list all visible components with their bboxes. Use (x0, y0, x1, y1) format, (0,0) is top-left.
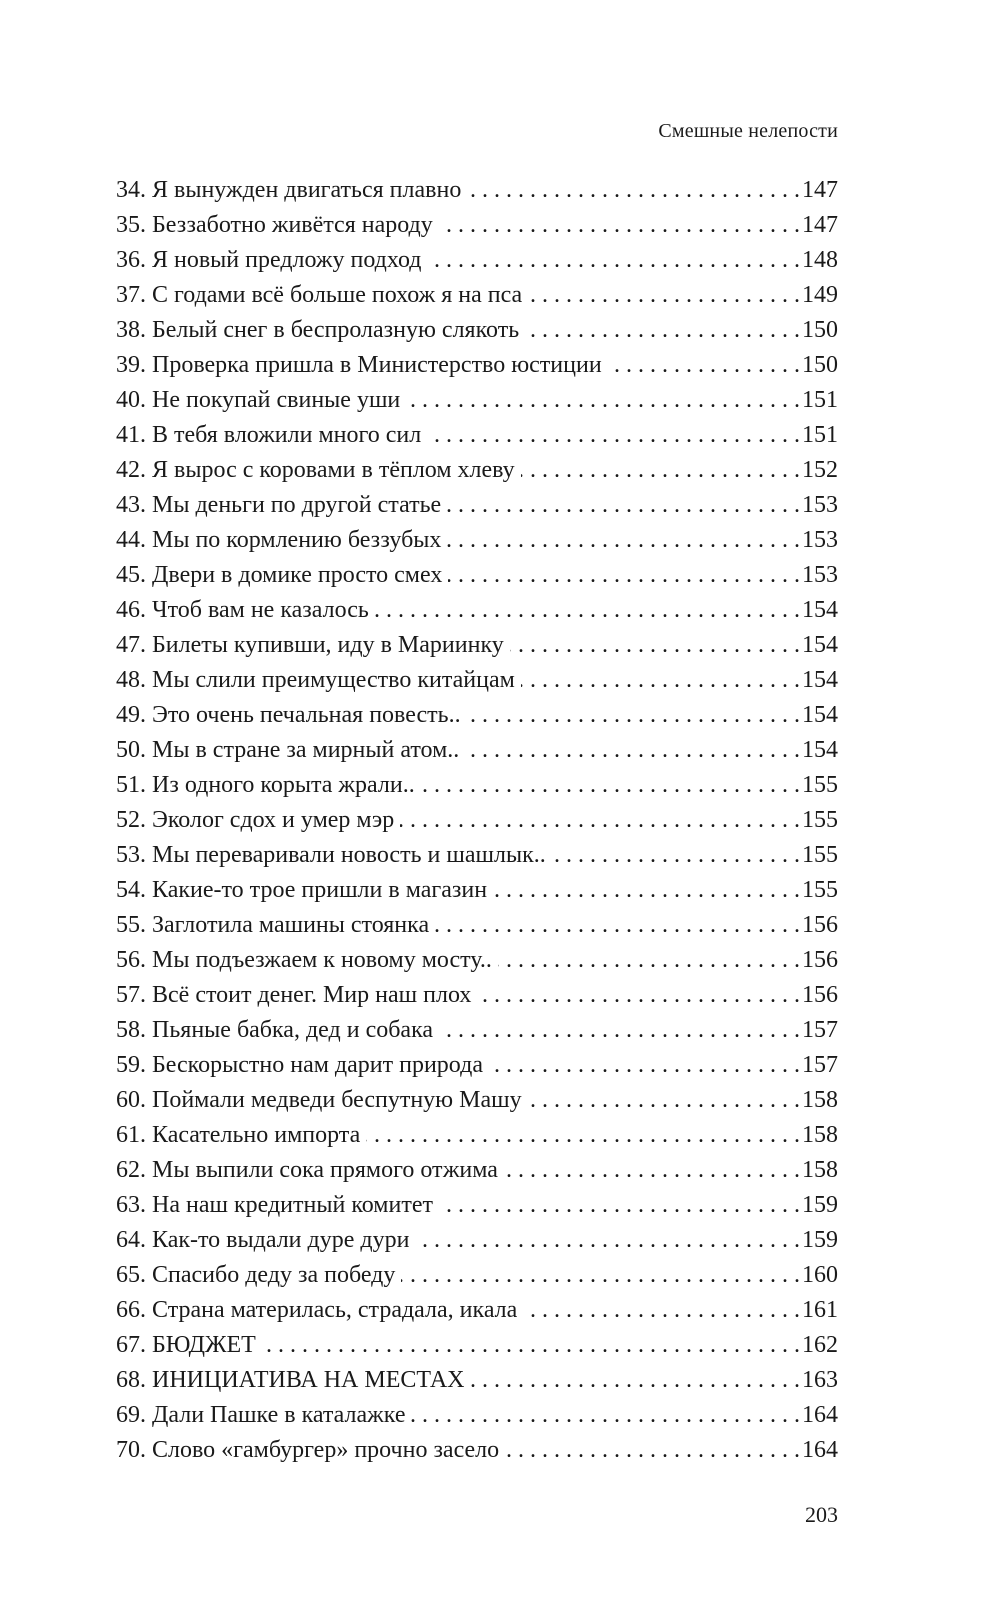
toc-entry-title (116, 1258, 401, 1293)
toc-entry-number: 42. (116, 457, 146, 483)
toc-entry (116, 593, 838, 628)
toc-entry-title (116, 1433, 505, 1468)
toc-entry-text: Мы слили преимущество китайцам (152, 667, 515, 693)
toc-entry-number: 65. (116, 1262, 146, 1288)
dot-leader (415, 1223, 800, 1258)
dot-leader (510, 628, 800, 663)
toc-entry-number: 49. (116, 702, 146, 728)
toc-entry-title (116, 628, 510, 663)
dot-leader (467, 173, 800, 208)
toc-entry-title (116, 558, 448, 593)
toc-entry (116, 978, 838, 1013)
toc-entry-title (116, 1188, 439, 1223)
toc-entry-title (116, 908, 435, 943)
toc-entry-page: 160 (802, 1262, 838, 1288)
dot-leader (400, 803, 800, 838)
dot-leader (447, 523, 800, 558)
toc-entry-page: 151 (802, 387, 838, 413)
toc-entry (116, 1398, 838, 1433)
toc-entry-number: 41. (116, 422, 146, 448)
toc-entry-text: Заглотила машины стоянка (152, 912, 430, 938)
toc-entry-page: 158 (802, 1087, 838, 1113)
toc-entry (116, 908, 838, 943)
toc-entry-number: 57. (116, 982, 146, 1008)
toc-entry-text: Это очень печальная повесть.. (152, 702, 461, 728)
toc-entry-number: 35. (116, 212, 146, 238)
toc-entry (116, 628, 838, 663)
dot-leader (435, 908, 800, 943)
toc-entry-text: Спасибо деду за победу (152, 1262, 396, 1288)
toc-entry-number: 62. (116, 1157, 146, 1183)
dot-leader (504, 1153, 800, 1188)
dot-leader (521, 453, 800, 488)
toc-entry (116, 558, 838, 593)
toc-entry-number: 67. (116, 1332, 146, 1358)
toc-entry (116, 243, 838, 278)
toc-entry (116, 768, 838, 803)
dot-leader (447, 488, 800, 523)
toc-entry-number: 70. (116, 1437, 146, 1463)
toc-entry-page: 154 (802, 597, 838, 623)
toc-entry-page: 163 (802, 1367, 838, 1393)
toc-entry-page: 154 (802, 737, 838, 763)
toc-entry-page: 159 (802, 1227, 838, 1253)
toc-entry-title (116, 768, 421, 803)
toc-entry-title (116, 978, 477, 1013)
toc-entry-page: 156 (802, 947, 838, 973)
toc-entry-title (116, 383, 406, 418)
dot-leader (528, 1083, 800, 1118)
toc-entry-text: БЮДЖЕТ (152, 1332, 256, 1358)
dot-leader (498, 943, 800, 978)
toc-entry-text: Проверка пришла в Министерство юстиции (152, 352, 602, 378)
toc-entry (116, 278, 838, 313)
toc-entry-title (116, 313, 525, 348)
toc-entry-text: Не покупай свиные уши (152, 387, 401, 413)
toc-entry-title (116, 838, 552, 873)
toc-entry-title (116, 523, 447, 558)
toc-entry-text: Чтоб вам не казалось (152, 597, 369, 623)
toc-entry-text: Мы по кормлению беззубых (152, 527, 442, 553)
toc-entry-page: 155 (802, 807, 838, 833)
toc-entry-title (116, 488, 447, 523)
toc-entry-number: 69. (116, 1402, 146, 1428)
toc-entry-number: 50. (116, 737, 146, 763)
toc-entry (116, 208, 838, 243)
toc-entry-text: Поймали медведи беспутную Машу (152, 1087, 522, 1113)
toc-entry-title (116, 1293, 523, 1328)
toc-entry (116, 1013, 838, 1048)
toc-entry-text: Мы деньги по другой статье (152, 492, 442, 518)
toc-entry-number: 45. (116, 562, 146, 588)
toc-entry-text: Бескорыстно нам дарит природа (152, 1052, 483, 1078)
toc-entry (116, 418, 838, 453)
toc-entry-title (116, 663, 521, 698)
toc-entry-title (116, 173, 467, 208)
toc-entry-text: Мы выпили сока прямого отжима (152, 1157, 498, 1183)
toc-entry-title (116, 733, 465, 768)
toc-entry-text: В тебя вложили много сил (152, 422, 422, 448)
toc-entry (116, 1083, 838, 1118)
toc-entry (116, 313, 838, 348)
toc-entry-number: 40. (116, 387, 146, 413)
toc-entry-page: 157 (802, 1017, 838, 1043)
table-of-contents (116, 173, 838, 1468)
toc-entry-title (116, 943, 498, 978)
dot-leader (439, 1013, 800, 1048)
toc-entry (116, 1188, 838, 1223)
toc-entry-number: 56. (116, 947, 146, 973)
toc-entry (116, 698, 838, 733)
toc-entry-number: 58. (116, 1017, 146, 1043)
toc-entry-text: Эколог сдох и умер мэр (152, 807, 395, 833)
dot-leader (439, 1188, 800, 1223)
toc-entry-page: 152 (802, 457, 838, 483)
toc-entry-number: 52. (116, 807, 146, 833)
toc-entry-title (116, 1363, 471, 1398)
toc-entry (116, 1363, 838, 1398)
toc-entry-number: 48. (116, 667, 146, 693)
toc-entry (116, 1293, 838, 1328)
toc-entry-page: 147 (802, 212, 838, 238)
toc-entry-title (116, 1328, 262, 1363)
toc-entry (116, 1433, 838, 1468)
dot-leader (401, 1258, 800, 1293)
toc-entry-number: 63. (116, 1192, 146, 1218)
dot-leader (552, 838, 800, 873)
toc-entry-number: 37. (116, 282, 146, 308)
dot-leader (465, 733, 800, 768)
dot-leader (262, 1328, 800, 1363)
toc-entry (116, 943, 838, 978)
toc-entry-title (116, 278, 528, 313)
toc-entry-text: Всё стоит денег. Мир наш плох (152, 982, 472, 1008)
page-number: 203 (805, 1502, 838, 1527)
toc-entry-number: 60. (116, 1087, 146, 1113)
toc-entry-text: Белый снег в беспролазную слякоть (152, 317, 520, 343)
dot-leader (489, 1048, 800, 1083)
toc-entry-number: 44. (116, 527, 146, 553)
toc-entry-number: 59. (116, 1052, 146, 1078)
toc-entry-title (116, 593, 375, 628)
toc-entry-text: Мы переваривали новость и шашлык.. (152, 842, 546, 868)
dot-leader (471, 1363, 800, 1398)
toc-entry (116, 488, 838, 523)
toc-entry-title (116, 1048, 489, 1083)
toc-entry (116, 1118, 838, 1153)
toc-entry-number: 36. (116, 247, 146, 273)
toc-entry (116, 873, 838, 908)
toc-entry-page: 154 (802, 667, 838, 693)
toc-entry-page: 148 (802, 247, 838, 273)
dot-leader (411, 1398, 800, 1433)
toc-entry (116, 523, 838, 558)
dot-leader (467, 698, 800, 733)
toc-entry-number: 66. (116, 1297, 146, 1323)
dot-leader (523, 1293, 800, 1328)
toc-entry-text: Дали Пашке в каталажке (152, 1402, 406, 1428)
toc-entry-number: 54. (116, 877, 146, 903)
toc-entry-text: С годами всё больше похож я на пса (152, 282, 523, 308)
toc-entry-text: Из одного корыта жрали.. (152, 772, 415, 798)
toc-entry-page: 155 (802, 877, 838, 903)
toc-entry-text: Слово «гамбургер» прочно засело (152, 1437, 500, 1463)
toc-entry-page: 156 (802, 982, 838, 1008)
toc-entry-page: 164 (802, 1402, 838, 1428)
toc-entry-page: 155 (802, 842, 838, 868)
toc-entry-text: Страна материлась, страдала, икала (152, 1297, 518, 1323)
toc-entry-number: 39. (116, 352, 146, 378)
toc-entry-title (116, 453, 521, 488)
toc-entry-page: 164 (802, 1437, 838, 1463)
toc-entry-text: Пьяные бабка, дед и собака (152, 1017, 434, 1043)
dot-leader (366, 1118, 800, 1153)
toc-entry-page: 154 (802, 702, 838, 728)
dot-leader (427, 418, 800, 453)
toc-entry-title (116, 418, 427, 453)
toc-entry-page: 149 (802, 282, 838, 308)
toc-entry-page: 153 (802, 562, 838, 588)
running-head-title: Смешные нелепости (658, 120, 838, 142)
toc-entry (116, 1153, 838, 1188)
toc-entry-page: 157 (802, 1052, 838, 1078)
toc-entry-text: Билеты купивши, иду в Мариинку (152, 632, 504, 658)
toc-entry-page: 150 (802, 317, 838, 343)
toc-entry-title (116, 873, 493, 908)
toc-entry-text: Я вынужден двигаться плавно (152, 177, 462, 203)
toc-entry (116, 803, 838, 838)
toc-entry (116, 453, 838, 488)
toc-entry-page: 155 (802, 772, 838, 798)
toc-entry-text: ИНИЦИАТИВА НА МЕСТАХ (152, 1367, 465, 1393)
toc-entry-number: 43. (116, 492, 146, 518)
toc-entry-number: 47. (116, 632, 146, 658)
dot-leader (528, 278, 800, 313)
toc-entry (116, 1258, 838, 1293)
toc-entry-title (116, 1118, 366, 1153)
toc-entry-title (116, 1223, 415, 1258)
toc-entry-title (116, 698, 467, 733)
toc-entry-page: 158 (802, 1157, 838, 1183)
toc-entry-number: 46. (116, 597, 146, 623)
dot-leader (375, 593, 800, 628)
dot-leader (505, 1433, 800, 1468)
dot-leader (608, 348, 800, 383)
toc-entry-number: 38. (116, 317, 146, 343)
toc-entry-title (116, 1013, 439, 1048)
toc-entry-text: Мы подъезжаем к новому мосту.. (152, 947, 492, 973)
dot-leader (521, 663, 800, 698)
toc-entry (116, 1048, 838, 1083)
toc-entry-title (116, 1083, 528, 1118)
toc-entry-title (116, 803, 400, 838)
toc-entry (116, 733, 838, 768)
toc-entry-number: 61. (116, 1122, 146, 1148)
toc-entry (116, 383, 838, 418)
toc-entry-page: 158 (802, 1122, 838, 1148)
toc-entry-text: Я новый предложу подход (152, 247, 422, 273)
dot-leader (448, 558, 800, 593)
toc-entry-page: 153 (802, 527, 838, 553)
toc-entry (116, 1223, 838, 1258)
toc-entry-number: 64. (116, 1227, 146, 1253)
toc-entry-page: 156 (802, 912, 838, 938)
toc-entry-text: На наш кредитный комитет (152, 1192, 433, 1218)
dot-leader (421, 768, 800, 803)
toc-entry-number: 34. (116, 177, 146, 203)
dot-leader (525, 313, 800, 348)
toc-entry-text: Касательно импорта (152, 1122, 361, 1148)
toc-entry-text: Двери в домике просто смех (152, 562, 443, 588)
toc-entry-title (116, 243, 427, 278)
toc-entry-page: 161 (802, 1297, 838, 1323)
toc-entry-text: Мы в стране за мирный атом.. (152, 737, 460, 763)
toc-entry-page: 151 (802, 422, 838, 448)
dot-leader (477, 978, 800, 1013)
toc-entry-page: 150 (802, 352, 838, 378)
toc-entry-page: 153 (802, 492, 838, 518)
toc-entry (116, 173, 838, 208)
toc-entry-page: 162 (802, 1332, 838, 1358)
toc-entry-number: 53. (116, 842, 146, 868)
toc-entry-number: 55. (116, 912, 146, 938)
dot-leader (439, 208, 800, 243)
dot-leader (427, 243, 800, 278)
toc-entry-text: Как-то выдали дуре дури (152, 1227, 410, 1253)
toc-entry-title (116, 208, 439, 243)
toc-entry-number: 51. (116, 772, 146, 798)
toc-entry (116, 663, 838, 698)
toc-entry-title (116, 1398, 411, 1433)
toc-entry-number: 68. (116, 1367, 146, 1393)
toc-entry-title (116, 348, 608, 383)
toc-entry-title (116, 1153, 504, 1188)
toc-entry-page: 147 (802, 177, 838, 203)
toc-entry (116, 348, 838, 383)
toc-entry (116, 838, 838, 873)
toc-entry-page: 154 (802, 632, 838, 658)
toc-entry-page: 159 (802, 1192, 838, 1218)
toc-entry (116, 1328, 838, 1363)
toc-entry-text: Беззаботно живётся народу (152, 212, 433, 238)
toc-entry-text: Я вырос с коровами в тёплом хлеву (152, 457, 515, 483)
dot-leader (493, 873, 800, 908)
toc-entry-text: Какие-то трое пришли в магазин (152, 877, 488, 903)
dot-leader (406, 383, 800, 418)
